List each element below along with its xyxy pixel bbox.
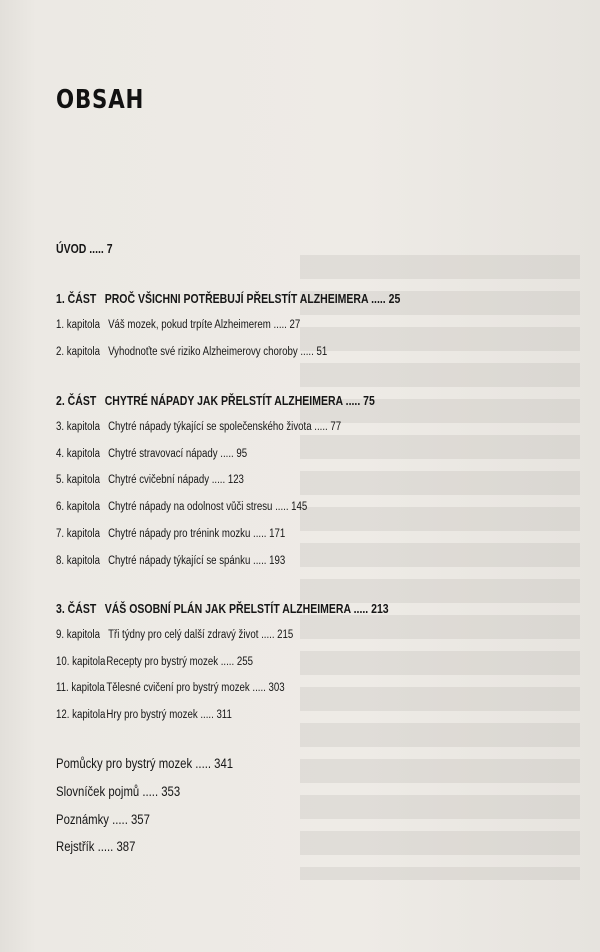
chapter-title: Chytré nápady týkající se společenského života ..... 77 [108,421,342,433]
chapter-label: 11. kapitola [56,682,105,694]
part-title: VÁŠ OSOBNÍ PLÁN JAK PŘELSTÍT ALZHEIMERA ..... 213 [104,602,389,616]
toc-part-3 [56,602,389,616]
show-through-text [300,250,580,880]
chapter-title: Tři týdny pro celý další zdravý život ..... 215 [108,629,294,641]
chapter-title: Hry pro bystrý mozek ..... 311 [106,709,232,721]
toc-part-2 [56,394,375,408]
chapter-label: 3. kapitola [56,421,101,433]
toc-back-matter-glossary: Slovníček pojmů ..... 353 [56,784,181,799]
chapter-label: 7. kapitola [56,528,101,540]
chapter-label: 5. kapitola [56,474,101,486]
toc-chapter-2 [56,346,327,358]
part-label: 1. ČÁST [56,292,97,306]
chapter-label: 4. kapitola [56,448,101,460]
toc-chapter-4 [56,448,247,460]
toc-chapter-10 [56,656,253,668]
chapter-title: Chytré stravovací nápady ..... 95 [108,448,248,460]
part-title: CHYTRÉ NÁPADY JAK PŘELSTÍT ALZHEIMERA ..... 75 [104,394,375,408]
toc-chapter-6 [56,501,307,513]
chapter-label: 1. kapitola [56,319,101,331]
toc-chapter-12 [56,709,232,721]
part-label: 3. ČÁST [56,602,97,616]
toc-chapter-11 [56,682,285,694]
toc-chapter-9 [56,629,293,641]
toc-back-matter-tools: Pomůcky pro bystrý mozek ..... 341 [56,756,234,771]
toc-part-1 [56,292,400,306]
part-label: 2. ČÁST [56,394,97,408]
toc-chapter-5 [56,474,244,486]
chapter-title: Chytré nápady týkající se spánku ..... 193 [108,555,286,567]
chapter-label: 10. kapitola [56,656,106,668]
toc-back-matter-notes: Poznámky ..... 357 [56,812,150,827]
toc-chapter-7 [56,528,285,540]
toc-chapter-8 [56,555,285,567]
chapter-label: 9. kapitola [56,629,101,641]
toc-intro: ÚVOD ..... 7 [56,242,113,256]
page-title: OBSAH [56,85,145,115]
toc-chapter-3 [56,421,341,433]
chapter-title: Chytré nápady na odolnost vůči stresu ..... 145 [108,501,308,513]
chapter-title: Tělesné cvičení pro bystrý mozek ..... 303 [106,682,285,694]
part-title: PROČ VŠICHNI POTŘEBUJÍ PŘELSTÍT ALZHEIMERA ..... 25 [104,292,401,306]
toc-chapter-1 [56,319,300,331]
chapter-label: 6. kapitola [56,501,101,513]
chapter-title: Chytré nápady pro trénink mozku ..... 171 [108,528,286,540]
chapter-title: Váš mozek, pokud trpíte Alzheimerem ..... 27 [108,319,301,331]
toc-back-matter-index: Rejstřík ..... 387 [56,839,136,854]
chapter-title: Vyhodnoťte své riziko Alzheimerovy choroby ..... 51 [108,346,328,358]
chapter-label: 2. kapitola [56,346,101,358]
chapter-label: 12. kapitola [56,709,106,721]
chapter-title: Chytré cvičební nápady ..... 123 [108,474,244,486]
chapter-label: 8. kapitola [56,555,101,567]
chapter-title: Recepty pro bystrý mozek ..... 255 [106,656,253,668]
